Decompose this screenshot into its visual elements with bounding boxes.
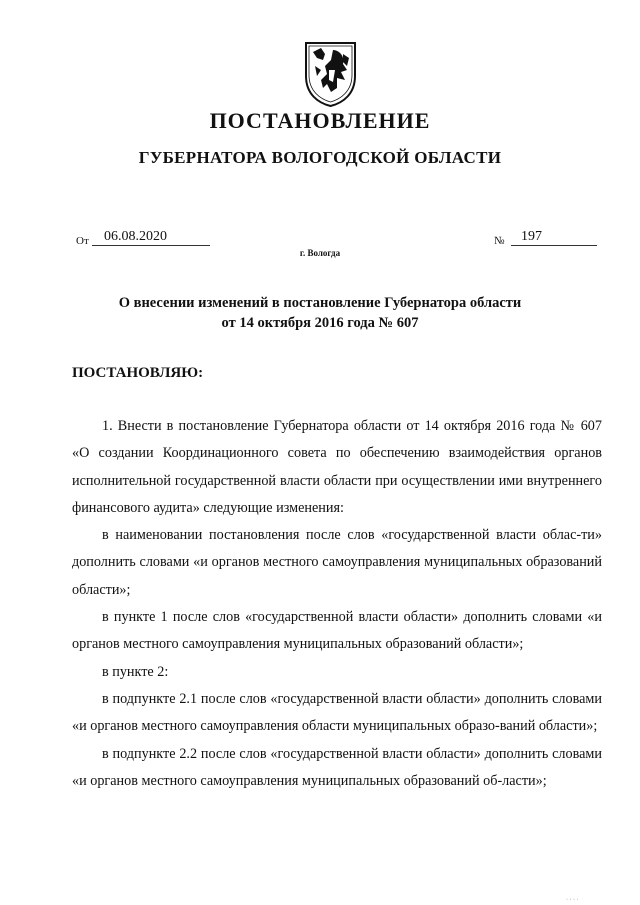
coat-of-arms-emblem <box>303 40 358 108</box>
issuer-title: ГУБЕРНАТОРА ВОЛОГОДСКОЙ ОБЛАСТИ <box>138 148 502 167</box>
paragraph: в пункте 1 после слов «государственной власти области» дополнить словами «и органов местного самоуправления муниципальных образований области»; <box>72 609 602 653</box>
document-body <box>72 413 602 795</box>
scan-mark: · · · · <box>566 897 579 903</box>
document-title: ПОСТАНОВЛЕНИЕ <box>209 108 431 133</box>
subject-line-2: от 14 октября 2016 года № 607 <box>221 315 419 331</box>
document-number: 197 <box>511 229 597 246</box>
paragraph: в наименовании постановления после слов «государственной власти облас-ти» дополнить словами «и органов местного самоуправления муниципальных образований области»; <box>72 527 602 598</box>
paragraph: в пункте 2: <box>102 663 169 680</box>
date-prefix: От <box>76 235 89 247</box>
document-subject <box>0 293 640 333</box>
number-prefix: № <box>494 235 505 247</box>
paragraph: 1. Внести в постановление Губернатора области от 14 октября 2016 года № 607 «О создании Координационного совета по обеспечению взаимодействия органов исполнительной государственной власти области при осуществлении ими внутреннего финансового аудита» следующие изменения: <box>72 418 602 516</box>
subject-line-1: О внесении изменений в постановление Губернатора области <box>118 295 522 311</box>
paragraph: в подпункте 2.2 после слов «государственной власти области» дополнить словами «и органов местного самоуправления муниципальных образований об-ласти»; <box>72 745 602 789</box>
decree-heading: ПОСТАНОВЛЯЮ: <box>72 365 204 381</box>
city-label: г. Вологда <box>299 248 341 258</box>
document-date: 06.08.2020 <box>92 229 210 246</box>
paragraph: в подпункте 2.1 после слов «государственной власти области» дополнить словами «и органов местного самоуправления области муниципальных образо-ваний области»; <box>72 690 602 735</box>
